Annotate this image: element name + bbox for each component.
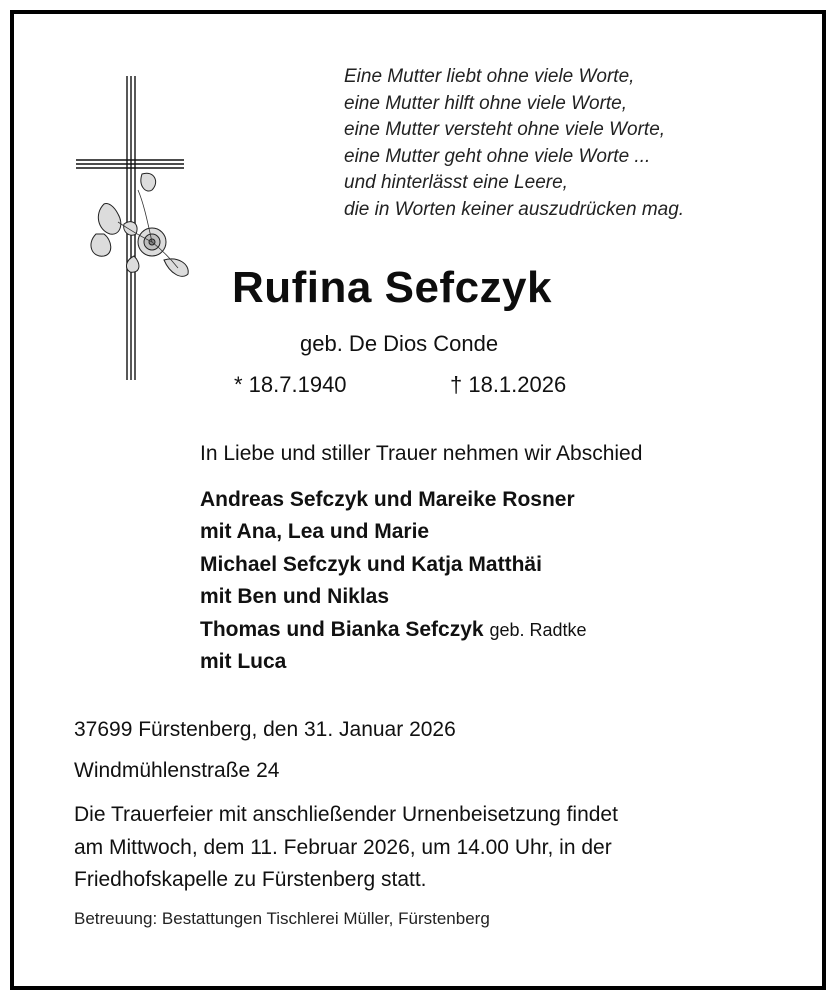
street-address: Windmühlenstraße 24 [74, 759, 280, 782]
poem-line: eine Mutter hilft ohne viele Worte, [344, 92, 628, 114]
poem [344, 64, 804, 223]
poem-line: und hinterlässt eine Leere, [344, 172, 568, 193]
mourner-line: mit Luca [200, 650, 287, 674]
farewell-intro: In Liebe und stiller Trauer nehmen wir Abschied [200, 442, 643, 465]
service-line: Friedhofskapelle zu Fürstenberg statt. [74, 868, 427, 891]
death-date: † 18.1.2026 [450, 372, 567, 397]
mourners-list [200, 484, 587, 678]
place-date: 37699 Fürstenberg, den 31. Januar 2026 [74, 718, 456, 741]
poem-line: eine Mutter versteht ohne viele Worte, [344, 119, 666, 140]
deceased-name: Rufina Sefczyk [232, 263, 552, 312]
funeral-home-credit: Betreuung: Bestattungen Tischlerei Müller, Fürstenberg [74, 909, 490, 928]
mourner-line: mit Ben und Niklas [200, 585, 390, 609]
service-line: Die Trauerfeier mit anschließender Urnenbeisetzung findet [74, 803, 618, 826]
poem-line: die in Worten keiner auszudrücken mag. [344, 198, 685, 220]
poem-line: Eine Mutter liebt ohne viele Worte, [344, 66, 635, 87]
mourner-line [200, 614, 587, 646]
service-info [74, 799, 774, 897]
birth-date: * 18.7.1940 [234, 372, 347, 397]
mourner-line: Andreas Sefczyk und Mareike Rosner [200, 488, 575, 511]
poem-line: eine Mutter geht ohne viele Worte ... [344, 145, 651, 167]
cross-with-rose-icon [74, 74, 204, 384]
mourner-birth-name: geb. Radtke [489, 619, 587, 640]
service-line: am Mittwoch, dem 11. Februar 2026, um 14.00 Uhr, in der [74, 835, 612, 859]
mourner-line: Michael Sefczyk und Katja Matthäi [200, 552, 542, 576]
mourner-names: Thomas und Bianka Sefczyk [200, 617, 484, 641]
birth-name: geb. De Dios Conde [300, 331, 499, 356]
mourner-line: mit Ana, Lea und Marie [200, 520, 430, 544]
